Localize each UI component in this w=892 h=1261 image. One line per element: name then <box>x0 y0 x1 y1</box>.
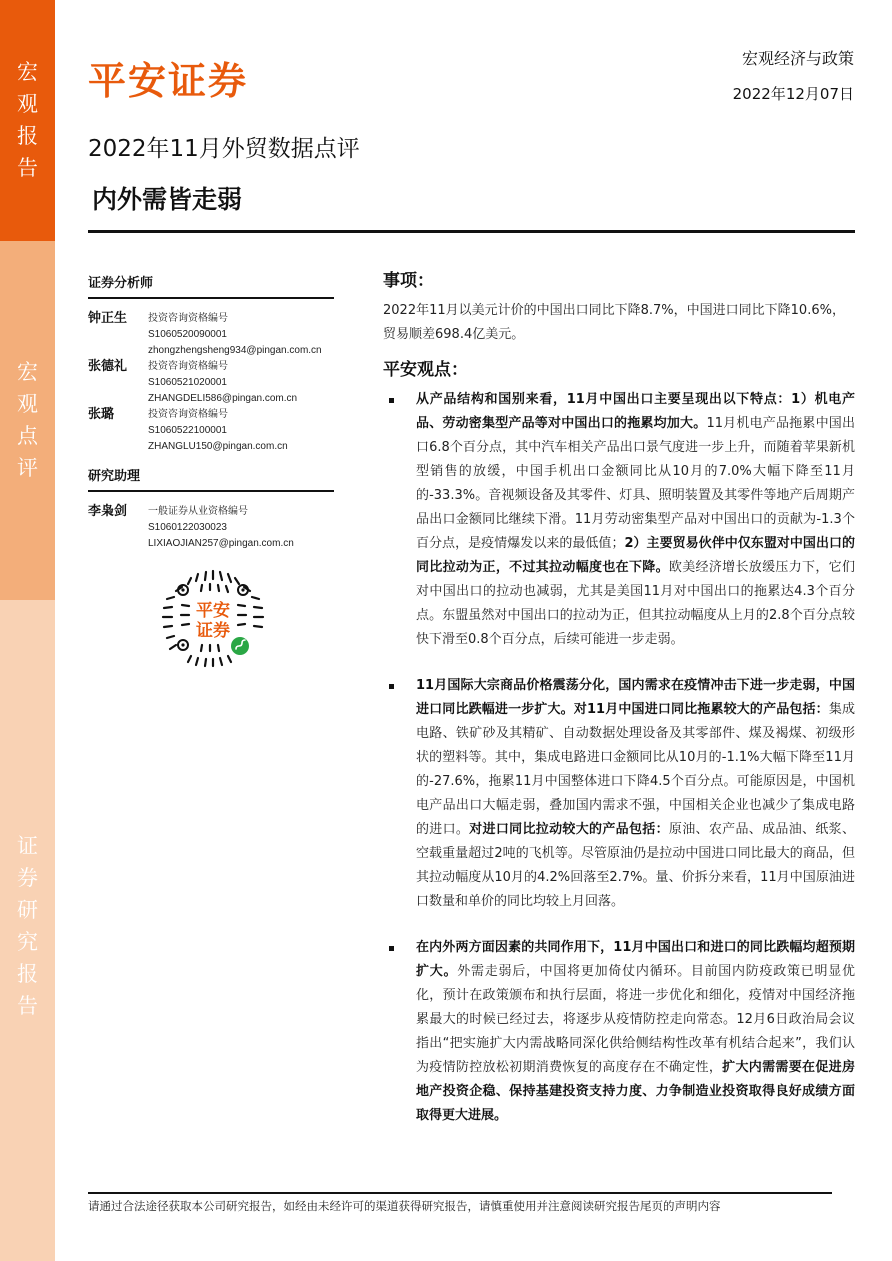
analyst-entry <box>88 407 334 455</box>
bullet-highlight: 对进口同比拉动较大的产品包括： <box>469 822 669 837</box>
analyst-name: 张璐 <box>88 407 115 422</box>
header-divider <box>88 230 855 233</box>
analyst-panel <box>88 272 334 552</box>
cert-number: S1060122030023 <box>148 522 227 533</box>
cert-number: S1060521020001 <box>148 377 227 388</box>
viewpoint-bullet-export <box>383 388 855 652</box>
qr-center-text-1: 平安 <box>196 601 230 621</box>
bullet-highlight: 2）主要贸易伙伴中仅东盟对中国出口的同比拉动为正，不过其拉动幅度也在下降。 <box>416 536 855 575</box>
cert-label: 投资咨询资格编号 <box>148 313 228 324</box>
viewpoint-bullet-outlook <box>383 936 855 1128</box>
analyst-entry <box>88 359 334 407</box>
cert-label: 投资咨询资格编号 <box>148 361 228 372</box>
footer-disclaimer: 请通过合法途径获取本公司研究报告，如经由未经许可的渠道获得研究报告，请慎重使用并注意阅读研究报告尾页的声明内容 <box>88 1199 721 1213</box>
page-subtitle: 内外需皆走弱 <box>92 185 243 214</box>
cert-number: S1060520090001 <box>148 329 227 340</box>
sidebar-label-macro-report: 宏观报告 <box>17 60 38 180</box>
header-meta <box>733 46 854 104</box>
footer-divider <box>88 1192 832 1194</box>
viewpoint-list <box>383 388 855 1128</box>
bullet-highlight: 在内外两方面因素的共同作用下，11月中国出口和进口的同比跌幅均超预期扩大。 <box>416 940 855 979</box>
event-heading: 事项： <box>383 271 434 291</box>
bullet-text: 集成电路、铁矿砂及其精矿、自动数据处理设备及其零部件、煤及褐煤、初级形状的塑料等。其中，集成电路进口金额同比从10月的-1.1%大幅下降至11月的-27.6%，拖累11月中国整体进口下降4.5个百分点。可能原因是，中国机电产品出口大幅走弱，叠加国内需求不强，中国相关企业也减少了集成电路的进口。 <box>416 702 855 837</box>
assistant-entry <box>88 504 334 552</box>
assistants-heading: 研究助理 <box>88 465 334 492</box>
sidebar <box>0 0 55 1261</box>
assistant-email[interactable]: LIXIAOJIAN257@pingan.com.cn <box>148 538 294 549</box>
analyst-info <box>148 311 322 359</box>
analyst-email[interactable]: ZHANGDELI586@pingan.com.cn <box>148 393 298 404</box>
sidebar-label-securities-research: 证券研究报告 <box>17 834 38 1018</box>
analyst-name: 钟正生 <box>88 311 128 326</box>
qr-code[interactable] <box>158 565 268 670</box>
analyst-email[interactable]: zhongzhengsheng934@pingan.com.cn <box>148 345 322 356</box>
bullet-highlight: 扩大内需需要在促进房地产投资企稳、保持基建投资支持力度、力争制造业投资取得良好成绩方面取得更大进展。 <box>416 1060 855 1123</box>
event-summary: 2022年11月以美元计价的中国出口同比下降8.7%，中国进口同比下降10.6%，贸易顺差698.4亿美元。 <box>383 303 845 342</box>
analyst-info <box>148 359 297 407</box>
report-date: 2022年12月07日 <box>732 85 854 103</box>
bullet-text: 11月机电产品拖累中国出口6.8个百分点，其中汽车相关产品出口景气度进一步上升，而随着苹果新机型销售的放缓，中国手机出口金额同比从10月的7.0%大幅下降至11月的-33.3%。音视频设备及其零件、灯具、照明装置及其零件等地产后周期产品出口金额同比继续下滑。11月劳动密集型产品对中国出口的贡献为-1.3个百分点，是疫情爆发以来的最低值； <box>416 416 855 551</box>
sidebar-band-report-type <box>0 0 55 241</box>
report-category: 宏观经济与政策 <box>741 49 854 68</box>
report-body <box>383 266 855 1150</box>
cert-number: S1060522100001 <box>148 425 227 436</box>
assistant-info <box>148 504 294 552</box>
sidebar-label-macro-commentary: 宏观点评 <box>17 360 38 480</box>
analyst-name: 张德礼 <box>88 359 128 374</box>
sidebar-band-research <box>0 600 55 1261</box>
bullet-highlight: 从产品结构和国别来看，11月中国出口主要呈现出以下特点：1）机电产品、劳动密集型产品等对中国出口的拖累均加大。 <box>416 392 855 431</box>
analyst-info <box>148 407 288 455</box>
bullet-text: 外需走弱后，中国将更加倚仗内循环。目前国内防疫政策已明显优化，预计在政策颁布和执行层面，将进一步优化和细化，疫情对中国经济拖累最大的时候已经过去，将逐步从疫情防控走向常态。12月6日政治局会议指出“把实施扩大内需战略同深化供给侧结构性改革有机结合起来”，我们认为疫情防控放松初期消费恢复的高度存在不确定性， <box>416 964 855 1075</box>
company-logo: 平安证券 <box>88 59 249 103</box>
sidebar-band-commentary <box>0 241 55 600</box>
cert-label: 一般证券从业资格编号 <box>148 506 248 517</box>
viewpoint-bullet-import <box>383 674 855 914</box>
page-title: 2022年11月外贸数据点评 <box>88 136 360 162</box>
analyst-entry <box>88 311 334 359</box>
viewpoint-heading: 平安观点： <box>383 360 468 380</box>
analyst-email[interactable]: ZHANGLU150@pingan.com.cn <box>148 441 288 452</box>
analysts-heading: 证券分析师 <box>88 272 334 299</box>
qr-code-graphic <box>158 565 268 670</box>
bullet-highlight: 11月国际大宗商品价格震荡分化，国内需求在疫情冲击下进一步走弱，中国进口同比跌幅进一步扩大。对11月中国进口同比拖累较大的产品包括： <box>416 678 855 717</box>
bullet-text: 欧美经济增长放缓压力下，它们对中国出口的拉动也减弱，尤其是美国11月对中国出口的拖累达4.3个百分点。东盟虽然对中国出口的拉动为正，但其拉动幅度从上月的2.8个百分点较快下滑至0.8个百分点，后续可能进一步走弱。 <box>416 560 855 647</box>
assistant-name: 李枭剑 <box>88 504 128 519</box>
mini-program-icon <box>231 637 249 655</box>
bullet-text: 原油、农产品、成品油、纸浆、空载重量超过2吨的飞机等。尽管原油仍是拉动中国进口同比最大的商品，但其拉动幅度从10月的4.2%回落至2.7%。量、价拆分来看，11月中国原油进口数量和单价的同比均较上月回落。 <box>416 822 855 909</box>
cert-label: 投资咨询资格编号 <box>148 409 228 420</box>
qr-center-text-2: 证券 <box>196 621 230 641</box>
